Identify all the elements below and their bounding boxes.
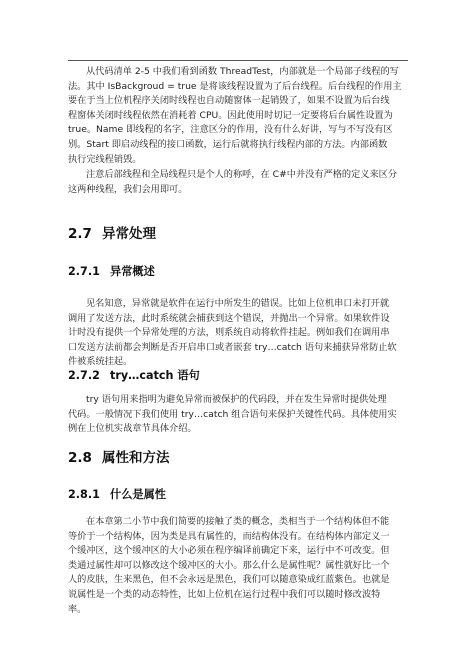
section-heading-2-7 <box>68 222 156 242</box>
paragraph-line: 要在于当上位机程序关闭时线程也自动随窗体一起销毁了，如果不设置为后台线 <box>68 95 390 107</box>
section-heading-2-8 <box>68 446 170 466</box>
paragraph-line: 个缓冲区，这个缓冲区的大小必须在程序编译前确定下来，运行中不可改变。但 <box>68 545 390 557</box>
property-paragraph <box>68 515 408 617</box>
subsection-heading-2-7-2 <box>68 367 200 383</box>
subsection-heading-2-7-1 <box>68 263 155 279</box>
paragraph-line: true。Name 即线程的名字，注意区分的作用，没有什么好讲，写与不写没有区 <box>68 124 393 136</box>
paragraph-line: 从代码清单 2-5 中我们看到函数 ThreadTest，内部就是一个局部子线程的写 <box>86 66 399 77</box>
subsection-number: 2.8.1 <box>68 488 100 501</box>
paragraph-line: 人的皮肤，生来黑色，但不会永远是黑色，我们可以随意染成红蓝紫色。也就是 <box>68 574 390 586</box>
exception-overview-paragraph <box>68 297 408 370</box>
paragraph-line: 例在上位机实战章节具体介绍。 <box>68 423 197 435</box>
paragraph-line: 等价于一个结构体，因为类是具有属性的，而结构体没有。在结构体内部定义一 <box>68 530 390 542</box>
paragraph-line: 别。Start 即启动线程的接口函数，运行后就将执行线程内部的方法。内部函数 <box>68 138 388 150</box>
paragraph-line: 口发送方法前都会判断是否开启串口或者嵌套 try…catch 语句来捕获异常防止软 <box>68 341 397 353</box>
header-rule <box>68 60 408 61</box>
paragraph-line: 率。 <box>68 603 87 615</box>
paragraph-line: 程窗体关闭时线程依然在消耗着 CPU。因此使用时切记一定要将后台属性设置为 <box>68 109 393 121</box>
paragraph-line: 注意后部线程和全局线程只是个人的称呼，在 C#中并没有严格的定义来区分 <box>86 169 398 180</box>
paragraph-line: 执行完线程销毁。 <box>68 153 142 165</box>
paragraph-line: 件被系统挂起。 <box>68 356 133 368</box>
paragraph-line: 见名知意，异常就是软件在运行中所发生的错误。比如上位机串口未打开就 <box>86 298 390 309</box>
paragraph-line: 计时没有提供一个异常处理的方法，则系统自动将软件挂起。例如我们在调用串 <box>68 327 390 339</box>
paragraph-line: try 语句用来指明为避免异常而被保护的代码段，并在发生异常时提供处理 <box>86 394 387 405</box>
paragraph-line: 说属性是一个类的动态特性，比如上位机在运行过程中我们可以随时修改波特 <box>68 588 381 600</box>
subsection-number: 2.7.2 <box>68 369 100 382</box>
paragraph-line: 这两种线程，我们会用即可。 <box>68 183 188 195</box>
subsection-title: try…catch 语句 <box>110 369 200 382</box>
subsection-title: 异常概述 <box>110 265 155 278</box>
paragraph-line: 调用了发送方法，此时系统就会捕获到这个错误，并抛出一个异常。如果软件设 <box>68 312 390 324</box>
paragraph-line: 类通过属性却可以修改这个缓冲区的大小。那么什么是属性呢？属性就好比一个 <box>68 559 390 571</box>
section-number: 2.8 <box>68 450 92 466</box>
section-title: 属性和方法 <box>102 450 170 466</box>
paragraph-line: 法。其中 IsBackgroud = true 是将该线程设置为了后台线程。后台线程的作用主 <box>68 80 402 92</box>
paragraph-line: 在本章第二小节中我们简要的接触了类的概念，类相当于一个结构体但不能 <box>86 516 390 527</box>
subsection-number: 2.7.1 <box>68 265 100 278</box>
paragraph-line: 代码。一般情况下我们使用 try…catch 组合语句来保护关键性代码。具体使用实 <box>68 408 397 420</box>
note-paragraph <box>68 168 408 197</box>
intro-paragraph <box>68 65 408 167</box>
section-number: 2.7 <box>68 226 92 242</box>
subsection-heading-2-8-1 <box>68 486 166 502</box>
try-catch-paragraph <box>68 393 408 437</box>
subsection-title: 什么是属性 <box>110 488 166 501</box>
section-title: 异常处理 <box>102 226 156 242</box>
